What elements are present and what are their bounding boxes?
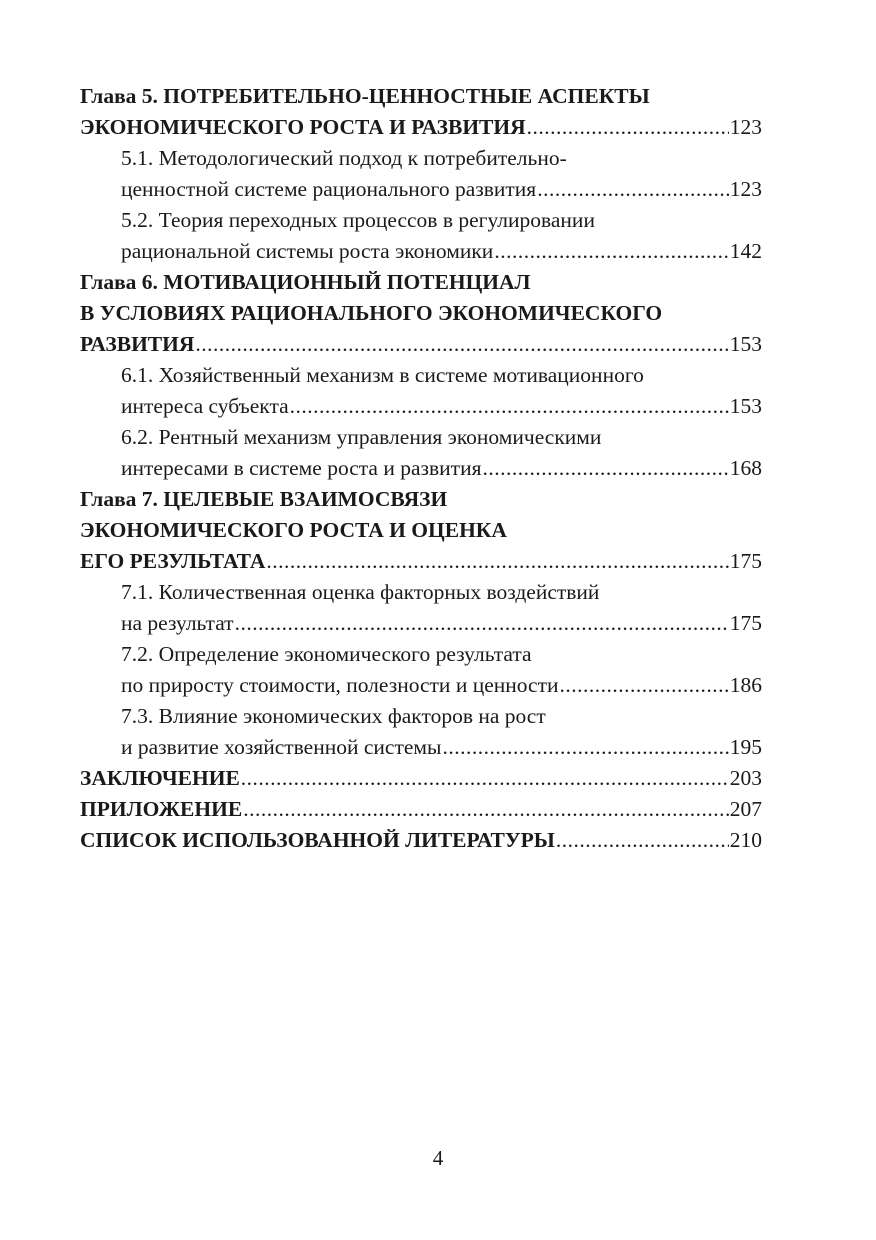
dot-leader xyxy=(537,174,729,205)
toc-entry-text: 6.2. Рентный механизм управления экономическими xyxy=(121,425,602,449)
toc-page-number: 203 xyxy=(729,766,762,790)
toc-chapter-5-title-line-2[interactable] xyxy=(80,112,762,143)
dot-leader xyxy=(266,546,728,577)
toc-section-6-2-line-1[interactable] xyxy=(80,422,762,453)
page-number: 4 xyxy=(432,1146,444,1170)
dot-leader xyxy=(560,670,729,701)
dot-leader xyxy=(442,732,728,763)
toc-page-number: 123 xyxy=(729,115,762,139)
toc-references[interactable] xyxy=(80,825,762,856)
dot-leader xyxy=(527,112,729,143)
toc-chapter-7-title-line-3[interactable] xyxy=(80,546,762,577)
dot-leader xyxy=(556,825,729,856)
toc-entry-text: интереса субъекта xyxy=(121,394,289,418)
toc-entry-text: ЕГО РЕЗУЛЬТАТА xyxy=(80,549,266,573)
dot-leader xyxy=(243,794,729,825)
toc-page-number: 207 xyxy=(729,797,762,821)
toc-entry-text: 7.2. Определение экономического результата xyxy=(121,642,532,666)
toc-entry-text: ПРИЛОЖЕНИЕ xyxy=(80,797,243,821)
toc-page-number: 195 xyxy=(729,735,762,759)
toc-entry-text: 5.1. Методологический подход к потребительно- xyxy=(121,146,567,170)
toc-page-number: 153 xyxy=(729,394,762,418)
toc-chapter-5-title-line-1[interactable] xyxy=(80,81,762,112)
toc-section-6-1-line-2[interactable] xyxy=(80,391,762,422)
toc-page-number: 210 xyxy=(729,828,762,852)
toc-section-7-1-line-2[interactable] xyxy=(80,608,762,639)
toc-entry-text: РАЗВИТИЯ xyxy=(80,332,195,356)
table-of-contents xyxy=(80,81,762,856)
toc-chapter-6-title-line-2[interactable] xyxy=(80,298,762,329)
toc-entry-text: ценностной системе рационального развития xyxy=(121,177,537,201)
toc-section-7-2-line-2[interactable] xyxy=(80,670,762,701)
toc-entry-text: 6.1. Хозяйственный механизм в системе мотивационного xyxy=(121,363,644,387)
toc-section-5-2-line-2[interactable] xyxy=(80,236,762,267)
toc-section-7-3-line-2[interactable] xyxy=(80,732,762,763)
toc-appendix[interactable] xyxy=(80,794,762,825)
toc-entry-text: Глава 6. МОТИВАЦИОННЫЙ ПОТЕНЦИАЛ xyxy=(80,270,531,294)
toc-section-6-2-line-2[interactable] xyxy=(80,453,762,484)
toc-entry-text: Глава 7. ЦЕЛЕВЫЕ ВЗАИМОСВЯЗИ xyxy=(80,487,448,511)
toc-entry-text: ЭКОНОМИЧЕСКОГО РОСТА И РАЗВИТИЯ xyxy=(80,115,526,139)
toc-page-number: 175 xyxy=(729,549,762,573)
dot-leader xyxy=(494,236,728,267)
dot-leader xyxy=(241,763,729,794)
toc-section-5-2-line-1[interactable] xyxy=(80,205,762,236)
toc-page-number: 186 xyxy=(729,673,762,697)
toc-page-number: 175 xyxy=(729,611,762,635)
toc-chapter-6-title-line-3[interactable] xyxy=(80,329,762,360)
toc-entry-text: ЭКОНОМИЧЕСКОГО РОСТА И ОЦЕНКА xyxy=(80,518,507,542)
toc-chapter-7-title-line-2[interactable] xyxy=(80,515,762,546)
toc-entry-text: СПИСОК ИСПОЛЬЗОВАННОЙ ЛИТЕРАТУРЫ xyxy=(80,828,555,852)
toc-entry-text: рациональной системы роста экономики xyxy=(121,239,494,263)
toc-entry-text: В УСЛОВИЯХ РАЦИОНАЛЬНОГО ЭКОНОМИЧЕСКОГО xyxy=(80,301,663,325)
dot-leader xyxy=(290,391,729,422)
toc-section-6-1-line-1[interactable] xyxy=(80,360,762,391)
toc-entry-text: ЗАКЛЮЧЕНИЕ xyxy=(80,766,240,790)
dot-leader xyxy=(235,608,729,639)
toc-page-number: 123 xyxy=(729,177,762,201)
toc-page-number: 142 xyxy=(729,239,762,263)
toc-entry-text: на результат xyxy=(121,611,234,635)
toc-entry-text: 5.2. Теория переходных процессов в регулировании xyxy=(121,208,595,232)
toc-page-number: 153 xyxy=(729,332,762,356)
toc-section-5-1-line-1[interactable] xyxy=(80,143,762,174)
dot-leader xyxy=(195,329,728,360)
toc-chapter-6-title-line-1[interactable] xyxy=(80,267,762,298)
toc-section-7-3-line-1[interactable] xyxy=(80,701,762,732)
toc-entry-text: интересами в системе роста и развития xyxy=(121,456,482,480)
toc-section-7-2-line-1[interactable] xyxy=(80,639,762,670)
toc-conclusion[interactable] xyxy=(80,763,762,794)
dot-leader xyxy=(482,453,728,484)
toc-entry-text: 7.1. Количественная оценка факторных воздействий xyxy=(121,580,600,604)
toc-chapter-7-title-line-1[interactable] xyxy=(80,484,762,515)
toc-page-number: 168 xyxy=(729,456,762,480)
toc-entry-text: по приросту стоимости, полезности и ценности xyxy=(121,673,559,697)
toc-section-7-1-line-1[interactable] xyxy=(80,577,762,608)
toc-entry-text: 7.3. Влияние экономических факторов на рост xyxy=(121,704,546,728)
toc-entry-text: Глава 5. ПОТРЕБИТЕЛЬНО-ЦЕННОСТНЫЕ АСПЕКТЫ xyxy=(80,84,650,108)
toc-entry-text: и развитие хозяйственной системы xyxy=(121,735,442,759)
toc-section-5-1-line-2[interactable] xyxy=(80,174,762,205)
